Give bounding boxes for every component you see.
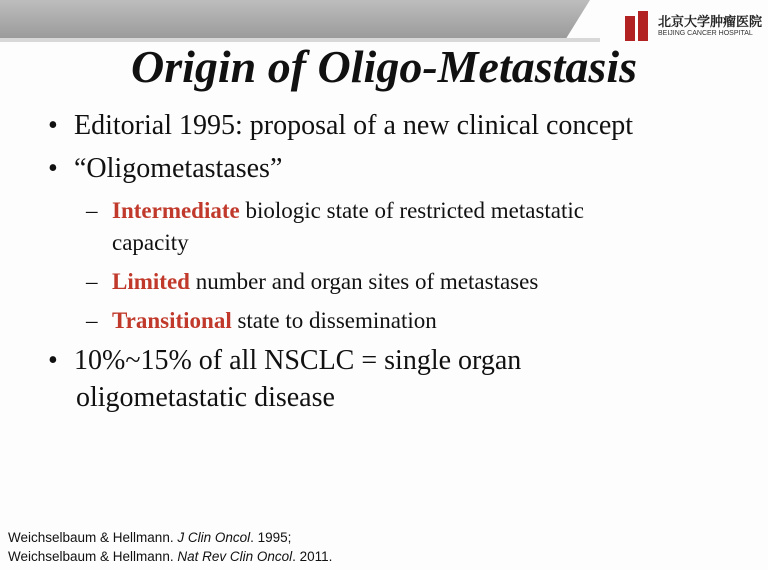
bullet-marker: •	[48, 153, 58, 184]
bullet-marker: •	[48, 110, 58, 141]
bullet-text: “Oligometastases”	[74, 153, 283, 184]
reference-journal: Nat Rev Clin Oncol	[177, 549, 293, 564]
reference-year: . 1995;	[250, 530, 292, 545]
highlight-term: Intermediate	[112, 198, 240, 223]
sub-item-text	[112, 308, 437, 334]
reference-journal: J Clin Oncol	[177, 530, 251, 545]
sub-item-marker: –	[86, 198, 98, 223]
bullet-continuation-text: oligometastatic disease	[76, 382, 335, 413]
references	[8, 528, 332, 566]
sub-item-text	[112, 198, 584, 224]
slide-title: Origin of Oligo-Metastasis	[130, 41, 638, 92]
sub-item-rest: state to dissemination	[231, 308, 437, 333]
hospital-logo	[624, 8, 764, 44]
sub-item-text	[112, 269, 538, 295]
hospital-logo-icon	[624, 10, 652, 42]
sub-item-marker: –	[86, 269, 98, 294]
reference-authors: Weichselbaum & Hellmann.	[8, 549, 178, 564]
reference-line	[8, 528, 332, 547]
logo-name-en: BEIJING CANCER HOSPITAL	[658, 30, 753, 37]
bullet-text: Editorial 1995: proposal of a new clinical concept	[74, 110, 634, 141]
sub-item-marker: –	[86, 308, 98, 333]
reference-line	[8, 547, 332, 566]
bullet-marker: •	[48, 345, 58, 376]
sub-item-continuation-text: capacity	[112, 230, 189, 255]
sub-item-rest: number and organ sites of metastases	[189, 269, 539, 294]
header-band	[0, 0, 590, 38]
sub-item-rest: biologic state of restricted metastatic	[239, 198, 584, 223]
reference-authors: Weichselbaum & Hellmann.	[8, 530, 178, 545]
bullet-text: 10%~15% of all NSCLC = single organ	[74, 345, 522, 376]
highlight-term: Transitional	[112, 308, 232, 333]
reference-year: . 2011.	[292, 549, 333, 564]
logo-name-cn: 北京大学肿瘤医院	[658, 15, 763, 30]
highlight-term: Limited	[112, 269, 190, 294]
